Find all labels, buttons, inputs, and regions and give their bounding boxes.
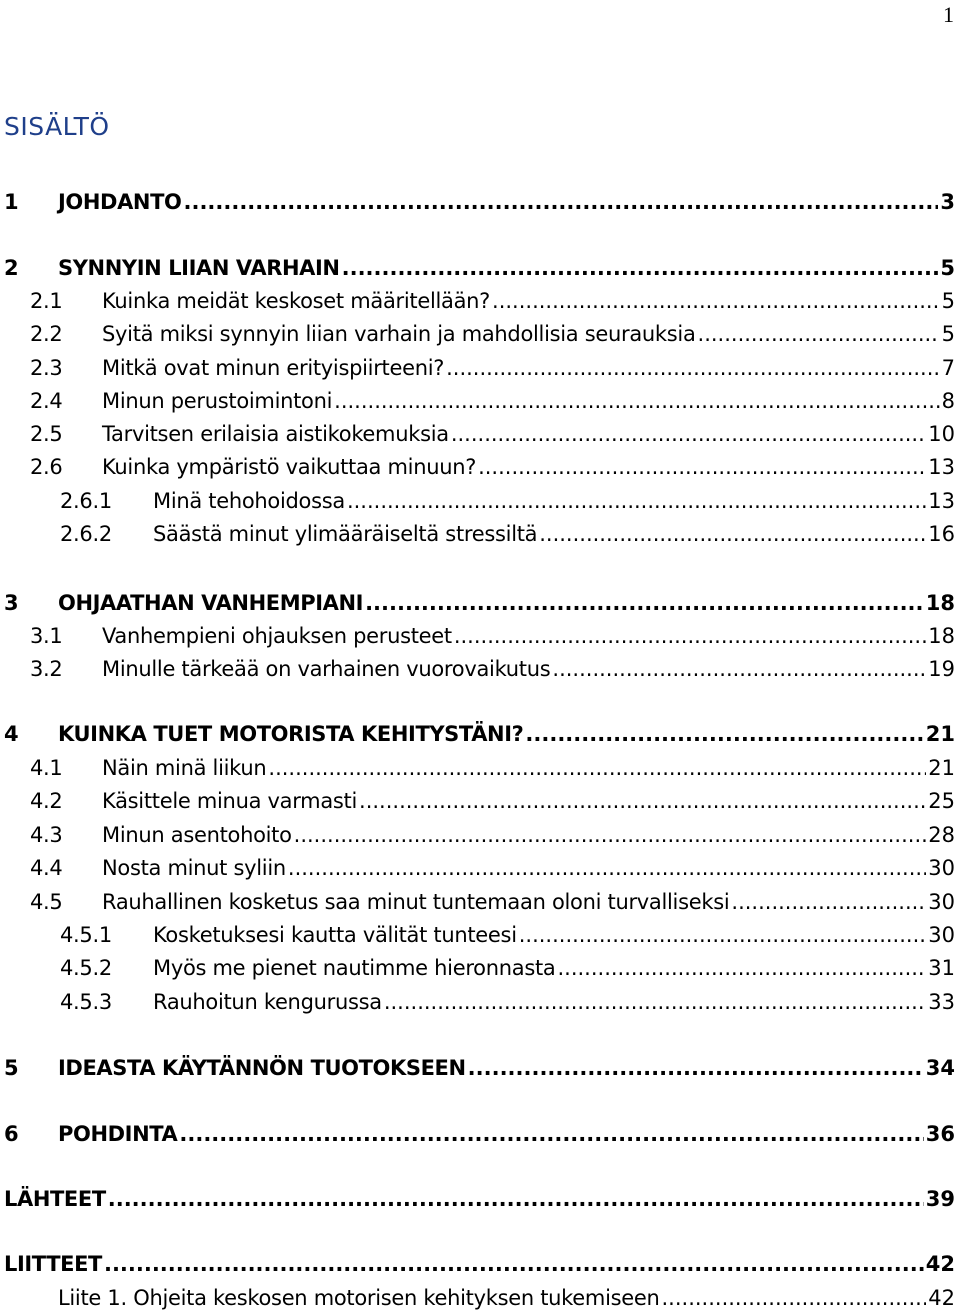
toc-number: 2.1 (30, 289, 63, 313)
toc-number: 2.6 (30, 455, 63, 479)
toc-page: 18 (928, 624, 955, 648)
toc-label: OHJAATHAN VANHEMPIANI (58, 591, 364, 615)
toc-page: 13 (928, 455, 955, 479)
toc-page: 7 (941, 356, 955, 380)
toc-page: 8 (941, 389, 955, 413)
toc-page: 16 (928, 522, 955, 546)
toc-entry-4-3[interactable] (0, 818, 955, 852)
toc-leader-dots (294, 818, 927, 852)
toc-page: 10 (928, 422, 955, 446)
toc-label: SYNNYIN LIIAN VARHAIN (58, 256, 340, 280)
toc-number: 3 (4, 591, 19, 615)
toc-page: 33 (928, 990, 955, 1014)
toc-label: Kosketuksesi kautta välität tunteesi (153, 923, 517, 947)
toc-label: Kuinka ympäristö vaikuttaa minuun? (102, 455, 477, 479)
toc-label: Rauhallinen kosketus saa minut tuntemaan oloni turvalliseksi (102, 890, 730, 914)
toc-page: 30 (928, 890, 955, 914)
toc-page: 3 (940, 190, 955, 214)
toc-number: 2.6.2 (60, 522, 112, 546)
toc-entry-pohdinta[interactable] (0, 1117, 955, 1151)
toc-label: Säästä minut ylimääräiseltä stressiltä (153, 522, 538, 546)
toc-label: Rauhoitun kengurussa (153, 990, 382, 1014)
toc-entry-liitteet[interactable] (0, 1247, 955, 1281)
toc-leader-dots (519, 918, 927, 952)
toc-entry-2-6[interactable] (0, 450, 955, 484)
toc-label: Näin minä liikun (102, 756, 267, 780)
toc-page: 25 (928, 789, 955, 813)
toc-page: 42 (925, 1252, 955, 1276)
toc-page: 30 (928, 923, 955, 947)
toc-entry-2-6-1[interactable] (0, 484, 955, 518)
toc-leader-dots (539, 517, 926, 551)
toc-number: 4.4 (30, 856, 63, 880)
toc-entry-3-1[interactable] (0, 619, 955, 653)
toc-label: JOHDANTO (58, 190, 182, 214)
toc-leader-dots (342, 251, 939, 285)
toc-page: 28 (928, 823, 955, 847)
toc-label: Minä tehohoidossa (153, 489, 345, 513)
toc-page: 13 (928, 489, 955, 513)
toc-leader-dots (662, 1281, 927, 1315)
toc-number: 2.5 (30, 422, 63, 446)
toc-leader-dots (384, 985, 926, 1019)
toc-label: POHDINTA (58, 1122, 178, 1146)
toc-number: 2.2 (30, 322, 63, 346)
toc-leader-dots (179, 1117, 923, 1151)
toc-entry-2-5[interactable] (0, 417, 955, 451)
toc-number: 4.2 (30, 789, 63, 813)
toc-leader-dots (104, 1247, 924, 1281)
toc-label: Nosta minut syliin (102, 856, 286, 880)
toc-entry-synnyin[interactable] (0, 251, 955, 285)
toc-label: Käsittele minua varmasti (102, 789, 358, 813)
toc-page: 30 (928, 856, 955, 880)
toc-number: 4 (4, 722, 19, 746)
toc-number: 2.6.1 (60, 489, 112, 513)
toc-number: 4.3 (30, 823, 63, 847)
toc-entry-4-1[interactable] (0, 751, 955, 785)
toc-entry-4-5-1[interactable] (0, 918, 955, 952)
toc-entry-kuinka-tuet[interactable] (0, 717, 955, 751)
toc-number: 4.5.3 (60, 990, 112, 1014)
toc-label: Mitkä ovat minun erityispiirteeni? (102, 356, 445, 380)
toc-number: 5 (4, 1056, 19, 1080)
toc-label: LIITTEET (4, 1252, 102, 1276)
toc-entry-2-3[interactable] (0, 351, 955, 385)
toc-entry-2-2[interactable] (0, 317, 955, 351)
toc-page: 21 (928, 756, 955, 780)
toc-leader-dots (365, 586, 924, 620)
toc-entry-lahteet[interactable] (0, 1182, 955, 1216)
toc-entry-4-5[interactable] (0, 885, 955, 919)
toc-entry-2-1[interactable] (0, 284, 955, 318)
toc-label: IDEASTA KÄYTÄNNÖN TUOTOKSEEN (58, 1056, 466, 1080)
toc-number: 6 (4, 1122, 19, 1146)
toc-leader-dots (552, 652, 926, 686)
page-number: 1 (943, 2, 954, 27)
toc-page: 36 (925, 1122, 955, 1146)
toc-entry-4-5-3[interactable] (0, 985, 955, 1019)
toc-number: 4.1 (30, 756, 63, 780)
toc-number: 3.2 (30, 657, 63, 681)
toc-entry-liite-1[interactable] (0, 1281, 955, 1315)
toc-label: LÄHTEET (4, 1187, 106, 1211)
toc-number: 4.5.1 (60, 923, 112, 947)
toc-label: Liite 1. Ohjeita keskosen motorisen kehityksen tukemiseen (58, 1286, 660, 1310)
toc-entry-4-2[interactable] (0, 784, 955, 818)
toc-leader-dots (288, 851, 926, 885)
toc-number: 2 (4, 256, 19, 280)
toc-leader-dots (525, 717, 923, 751)
toc-page: 5 (941, 289, 955, 313)
toc-number: 1 (4, 190, 19, 214)
toc-leader-dots (359, 784, 926, 818)
toc-number: 4.5 (30, 890, 63, 914)
toc-title: SISÄLTÖ (4, 112, 110, 141)
toc-leader-dots (468, 1051, 924, 1085)
toc-label: Myös me pienet nautimme hieronnasta (153, 956, 556, 980)
toc-number: 3.1 (30, 624, 63, 648)
toc-number: 2.3 (30, 356, 63, 380)
toc-label: KUINKA TUET MOTORISTA KEHITYSTÄNI? (58, 722, 524, 746)
toc-leader-dots (698, 317, 940, 351)
toc-leader-dots (347, 484, 926, 518)
toc-leader-dots (108, 1182, 924, 1216)
toc-number: 4.5.2 (60, 956, 112, 980)
toc-entry-2-6-2[interactable] (0, 517, 955, 551)
toc-page: 21 (925, 722, 955, 746)
toc-entry-2-4[interactable] (0, 384, 955, 418)
toc-page: 5 (941, 322, 955, 346)
toc-leader-dots (492, 284, 940, 318)
toc-page: 42 (928, 1286, 955, 1310)
toc-page: 34 (925, 1056, 955, 1080)
toc-leader-dots (268, 751, 926, 785)
toc-page: 39 (925, 1187, 955, 1211)
toc-label: Syitä miksi synnyin liian varhain ja mahdollisia seurauksia (102, 322, 696, 346)
toc-page: 19 (928, 657, 955, 681)
toc-label: Minun asentohoito (102, 823, 292, 847)
toc-entry-4-4[interactable] (0, 851, 955, 885)
toc-label: Tarvitsen erilaisia aistikokemuksia (102, 422, 449, 446)
toc-leader-dots (731, 885, 926, 919)
toc-page: 18 (925, 591, 955, 615)
toc-leader-dots (183, 185, 938, 219)
toc-entry-ideasta[interactable] (0, 1051, 955, 1085)
toc-leader-dots (478, 450, 926, 484)
toc-entry-4-5-2[interactable] (0, 951, 955, 985)
toc-leader-dots (454, 619, 926, 653)
toc-page: 31 (928, 956, 955, 980)
toc-leader-dots (334, 384, 939, 418)
toc-leader-dots (557, 951, 926, 985)
toc-leader-dots (451, 417, 926, 451)
toc-label: Minun perustoimintoni (102, 389, 333, 413)
toc-label: Vanhempieni ohjauksen perusteet (102, 624, 452, 648)
toc-page: 5 (940, 256, 955, 280)
toc-entry-ohjaathan[interactable] (0, 586, 955, 620)
toc-entry-johdanto[interactable] (0, 185, 955, 219)
toc-label: Kuinka meidät keskoset määritellään? (102, 289, 491, 313)
toc-number: 2.4 (30, 389, 63, 413)
toc-leader-dots (446, 351, 940, 385)
toc-entry-3-2[interactable] (0, 652, 955, 686)
toc-label: Minulle tärkeää on varhainen vuorovaikutus (102, 657, 551, 681)
